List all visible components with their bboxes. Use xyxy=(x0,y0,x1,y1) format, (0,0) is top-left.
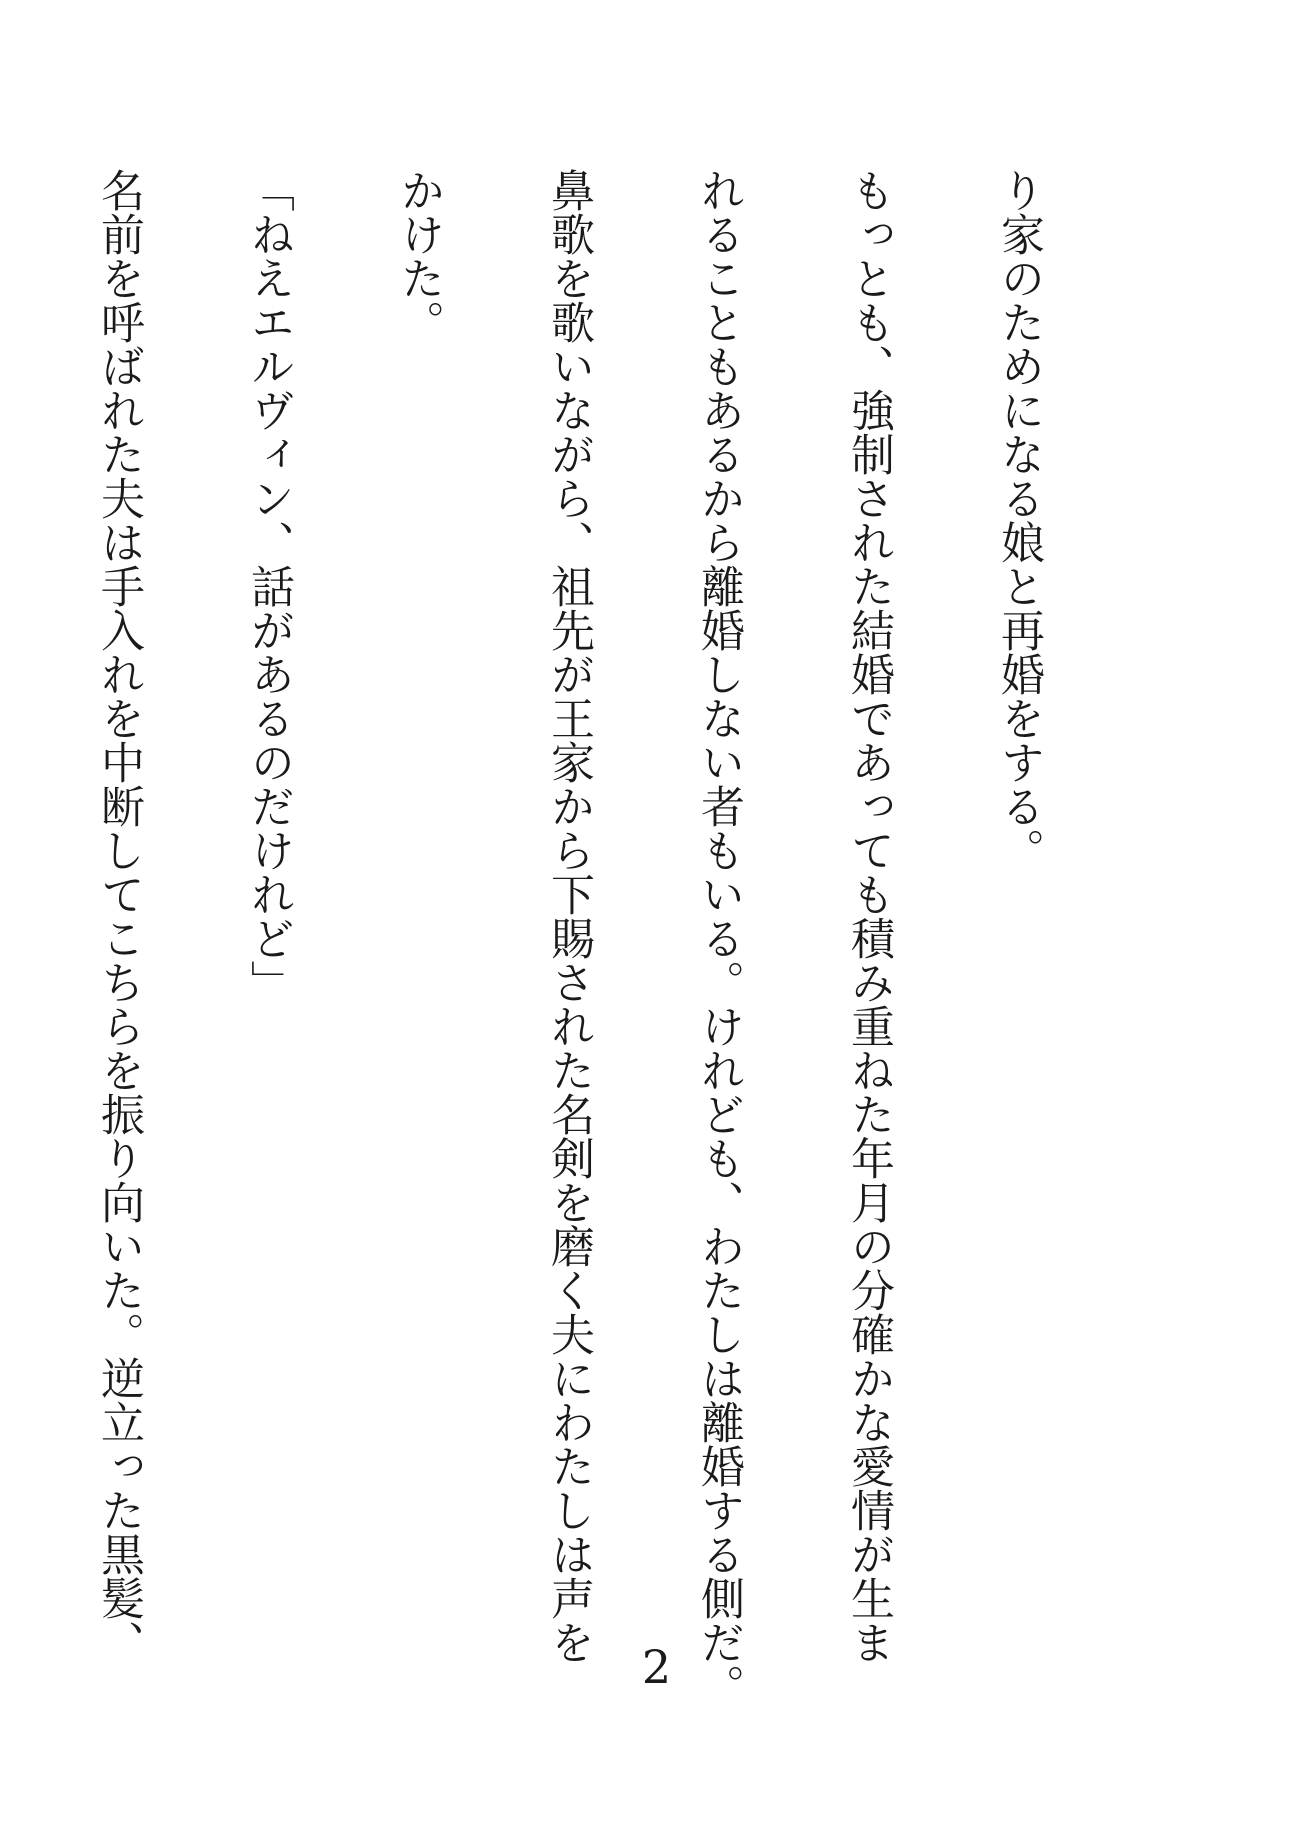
body-text xyxy=(0,168,1093,1708)
text-line-7: 名前を呼ばれた夫は手入れを中断してこちらを振り向いた。逆立った黒髪、 xyxy=(93,168,144,1664)
text-line-1: り家のためになる娘と再婚をする。 xyxy=(993,168,1044,872)
text-line-6: 「ねえエルヴィン、話があるのだけれど」 xyxy=(243,168,294,1004)
text-line-4: 鼻歌を歌いながら、祖先が王家から下賜された名剣を磨く夫にわたしは声を xyxy=(543,168,594,1664)
text-line-8 xyxy=(0,168,43,1618)
text-line-3: れることもあるから離婚しない者もいる。けれども、わたしは離婚する側だ。 xyxy=(693,168,744,1708)
text-line-2: もっとも、強制された結婚であっても積み重ねた年月の分確かな愛情が生ま xyxy=(843,168,894,1664)
page-number: 2 xyxy=(641,1640,672,1694)
text-line-5: かけた。 xyxy=(393,168,444,344)
